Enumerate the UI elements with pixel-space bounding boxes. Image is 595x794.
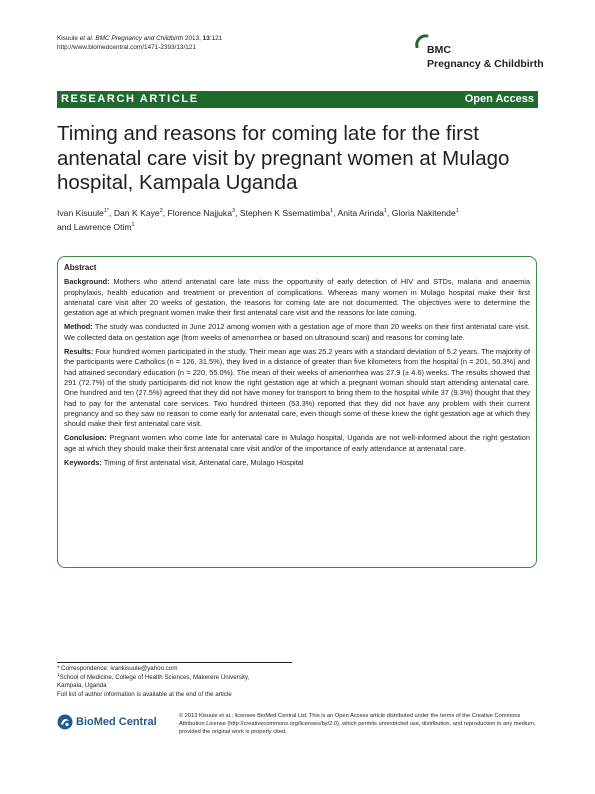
open-access-label: Open Access — [464, 93, 534, 105]
abstract-background: Background: Mothers who attend antenatal care late miss the opportunity of early detection of HIV and STDs, malaria and anaemia prophylaxis, health education and treatment or prevention of complications. Whereas many women in Mulago hospital make their first antenatal care visit after 20 weeks of gestation, the reasons for coming late are not documented. The objectives were to determine the gestation age at which pregnant women make their first antenatal care visit and the reasons for late coming. — [64, 277, 530, 318]
publisher-logo — [57, 712, 172, 732]
correspondence-line: * Correspondence: ivankisuule@yahoo.com — [57, 665, 178, 672]
abstract-content — [64, 263, 530, 472]
biomed-central-swirl-icon — [57, 714, 73, 730]
journal-logo-brand: BMC — [427, 44, 451, 56]
abstract-results: Results: Four hundred women participated in the study. Their mean age was 25.2 years with a standard deviation of 5.2 years. The majority of the participants were Catholics (n = 126, 31.5%), they lived in a distance of greater than five kilometers from the hospital (n = 201, 50.3%) and had attained secondary education (n = 220, 55.0%). The mean of their weeks of amenorrhea was 27.9 (± 4.6) weeks. The results showed that 291 (72.7%) of the study participants did not know the right gestation age at which a pregnant woman should start attending antenatal care. One hundred and ten (27.5%) agreed that they did not have money for transport to bring them to the hospital while 37 (9.3%) thought that they had to pay for the antenatal care services. Two hundred thirteen (53.3%) reported that they did not have any problem with their current pregnancy and so they saw no reason to come early for antenatal care, even though some of these knew the right gestation age at which they should make their first antenatal care visit. — [64, 347, 530, 429]
abstract-box — [57, 256, 537, 568]
full-author-info-note: Full list of author information is available at the end of the article — [57, 690, 232, 698]
article-url[interactable]: http://www.biomedcentral.com/1471-2393/13/121 — [57, 44, 196, 51]
author[interactable]: Stephen K Ssematimba$^1$ — [239, 208, 334, 218]
author[interactable]: Florence Najjuka$^3$ — [167, 208, 236, 218]
author-list: Ivan Kisuule$^{1*}$, Dan K Kaye$^2$, Florence Najjuka$^3$, Stephen K Ssematimba$^1$, Anita Arinda$^1$, Gloria Nakitende$^1$ and Lawrence Otim$^1$ — [57, 208, 459, 232]
article-title: Timing and reasons for coming late for the first antenatal care visit by pregnant women at Mulago hospital, Kampala Uganda — [57, 122, 510, 194]
author[interactable]: Lawrence Otim$^1$ — [73, 222, 135, 232]
affiliation-line-2: Kampala, Uganda — [57, 682, 107, 690]
article-type-banner — [57, 91, 538, 108]
citation-header — [57, 34, 222, 52]
abstract-keywords: Keywords: Timing of first antenatal visit, Antenatal care, Mulago Hospital — [64, 458, 304, 468]
author[interactable]: Gloria Nakitende$^1$ — [391, 208, 459, 218]
journal-logo-name: Pregnancy & Childbirth — [427, 58, 544, 70]
author[interactable]: Dan K Kaye$^2$ — [113, 208, 163, 218]
affiliation-line: $^1$School of Medicine, College of Health Sciences, Makerere University, — [57, 671, 250, 681]
citation-line: Kisuule et al. BMC Pregnancy and Childbirth 2013, 13:121 — [57, 35, 223, 42]
abstract-heading: Abstract — [64, 263, 97, 272]
author[interactable]: Anita Arinda$^1$ — [337, 208, 387, 218]
abstract-conclusion: Conclusion: Pregnant women who come late for antenatal care in Mulago hospital, Uganda are not well-informed about the right gestation age at which they should make their first antenatal care visit and/or of the importance of early attendance at antenatal care. — [64, 433, 530, 453]
footnotes — [57, 665, 249, 699]
footnote-divider — [57, 662, 292, 663]
abstract-method: Method: The study was conducted in June 2012 among women with a gestation age of more than 20 weeks on their first antenatal care visit. We collected data on gestation age (from weeks of amenorrhea or based on ultrasound scan) and reasons for coming late. — [64, 322, 530, 342]
copyright-notice: © 2013 Kisuule et al.; licensee BioMed Central Ltd. This is an Open Access article distributed under the terms of the Creative Commons Attribution License (http://creativecommons.org/licenses/by/2.0), which permits unrestricted use, distribution, and reproduction in any medium, provided the original work is properly cited. — [179, 713, 536, 735]
article-type-label: RESEARCH ARTICLE — [61, 93, 199, 105]
publisher-logo-text: BioMed Central — [76, 716, 157, 728]
journal-logo — [415, 30, 544, 78]
author[interactable]: Ivan Kisuule$^{1*}$ — [57, 208, 110, 218]
